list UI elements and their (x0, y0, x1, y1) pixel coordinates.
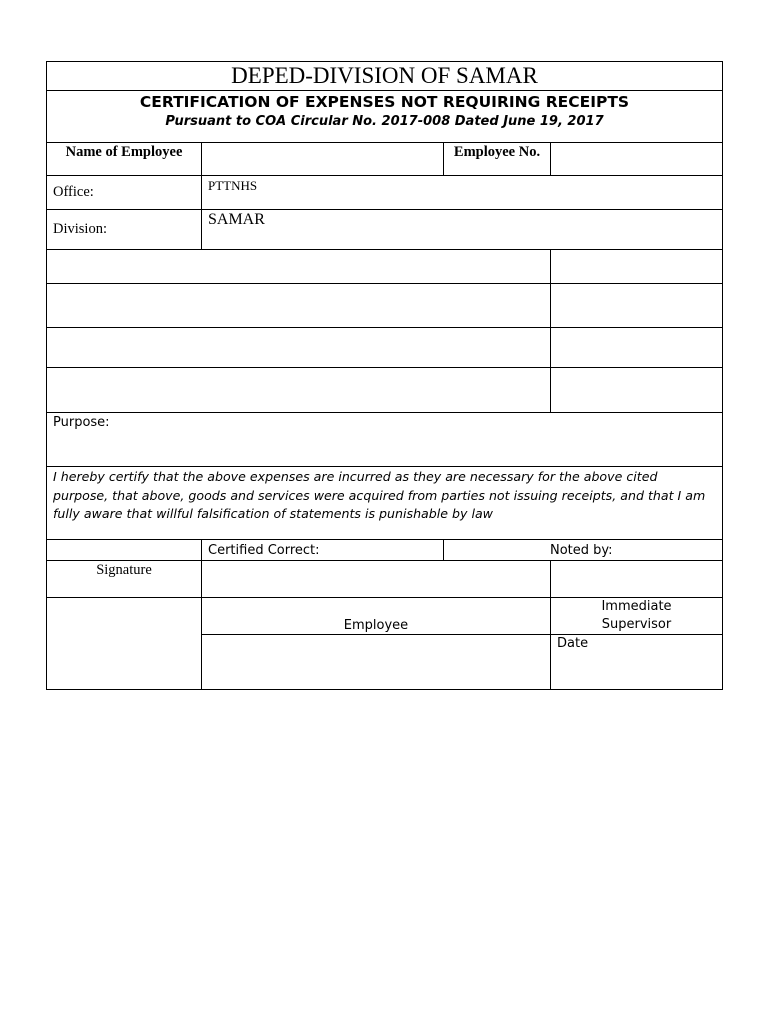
certified-correct-label: Certified Correct: (208, 542, 320, 558)
expense-amount-field[interactable] (551, 328, 723, 368)
form-subtitle: Pursuant to COA Circular No. 2017-008 Dated June 19, 2017 (165, 114, 604, 129)
certification-statement: I hereby certify that the above expenses are incurred as they are necessary for the above cited purpose, that above, goods and services were acquired from parties not issuing receipts, and that I am fully aware that willful falsification of statements is punishable by law (53, 469, 706, 521)
office-field[interactable] (202, 176, 723, 210)
date-label: Date (557, 636, 589, 651)
employee-number-label-cell (444, 143, 551, 176)
form-title: CERTIFICATION OF EXPENSES NOT REQUIRING RECEIPTS (139, 93, 630, 111)
noted-by-label-cell (444, 540, 723, 561)
certified-correct-label-cell (202, 540, 444, 561)
expense-row (47, 250, 723, 284)
expense-description-field[interactable] (47, 368, 551, 413)
expense-amount-field[interactable] (551, 368, 723, 413)
employee-date-field[interactable] (202, 635, 551, 690)
employee-number-label: Employee No. (453, 144, 541, 160)
employee-number-field[interactable] (551, 143, 723, 176)
form-heading-cell (47, 91, 723, 143)
expense-certification-form (46, 61, 723, 690)
employee-signature-field[interactable] (202, 561, 551, 598)
expense-description-field[interactable] (47, 284, 551, 328)
expense-amount-field[interactable] (551, 250, 723, 284)
purpose-field[interactable] (47, 413, 723, 467)
expense-description-field[interactable] (47, 250, 551, 284)
supervisor-signature-field[interactable] (551, 561, 723, 598)
supervisor-label: Immediate Supervisor (601, 599, 672, 632)
purpose-label: Purpose: (53, 415, 110, 430)
expense-description-field[interactable] (47, 328, 551, 368)
expense-amount-field[interactable] (551, 284, 723, 328)
date-field[interactable] (551, 635, 723, 690)
employee-label-cell (202, 598, 551, 635)
division-label: Division: (53, 221, 107, 237)
blank-signature-side-cell (47, 598, 202, 690)
division-value: SAMAR (208, 211, 265, 228)
office-label: Office: (53, 184, 94, 200)
noted-by-label: Noted by: (550, 542, 613, 558)
employee-label: Employee (343, 618, 409, 633)
org-title: DEPED-DIVISION OF SAMAR (231, 63, 538, 88)
office-value: PTTNHS (208, 178, 258, 193)
signature-label-cell (47, 561, 202, 598)
employee-name-field[interactable] (202, 143, 444, 176)
expense-row (47, 328, 723, 368)
employee-name-label: Name of Employee (65, 144, 183, 160)
signature-label: Signature (96, 562, 152, 578)
expense-row (47, 368, 723, 413)
division-label-cell (47, 210, 202, 250)
org-title-cell (47, 62, 723, 91)
expense-row (47, 284, 723, 328)
supervisor-label-cell (551, 598, 723, 635)
employee-name-label-cell (47, 143, 202, 176)
certification-statement-cell (47, 467, 723, 540)
division-field[interactable] (202, 210, 723, 250)
office-label-cell (47, 176, 202, 210)
blank-cell (47, 540, 202, 561)
